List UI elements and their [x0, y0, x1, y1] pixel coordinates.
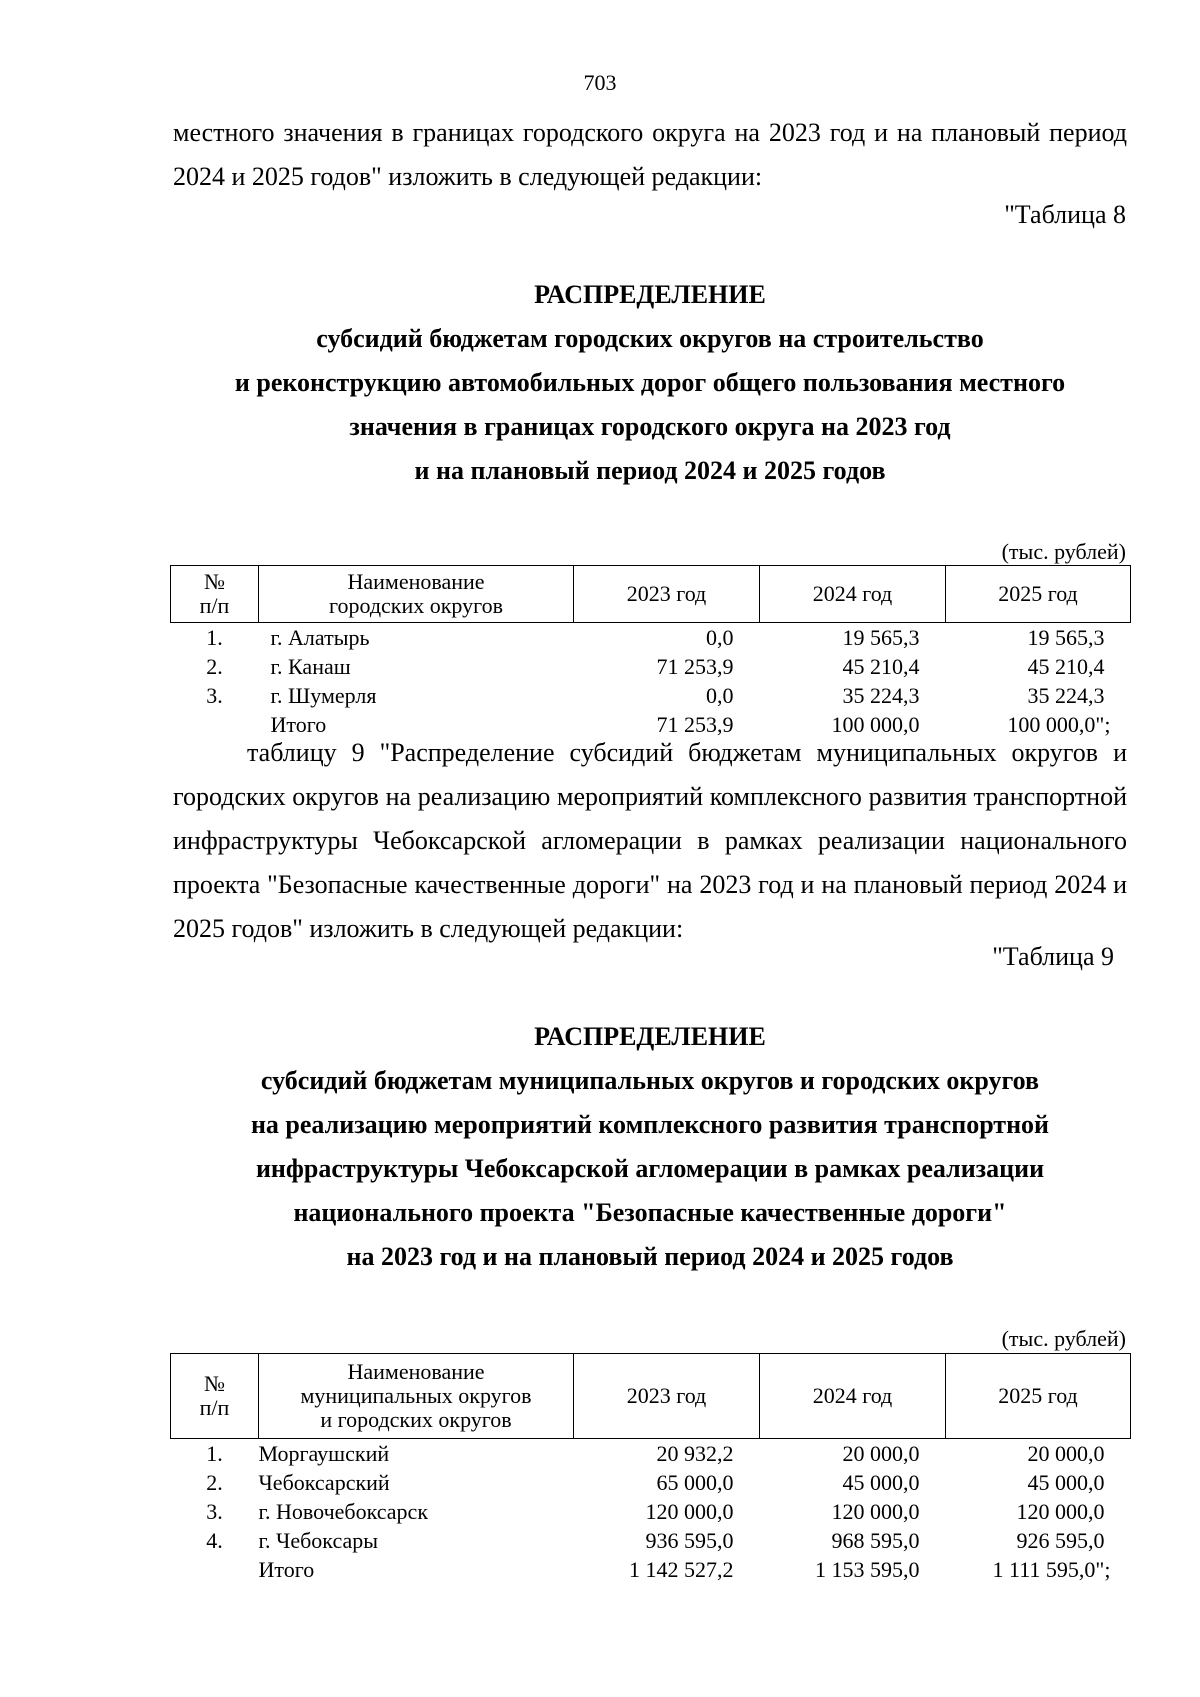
- row-2025: 120 000,0: [1016, 1499, 1105, 1524]
- row-2023: 1 142 527,2: [629, 1557, 734, 1582]
- table-row: [171, 1468, 1131, 1497]
- table-row: [171, 623, 1131, 653]
- row-2023: 0,0: [706, 625, 734, 650]
- row-name: Чебоксарский: [258, 1470, 390, 1495]
- header-text: Наименование: [347, 569, 485, 594]
- header-text: муниципальных округов: [300, 1383, 532, 1408]
- table-row: [171, 681, 1131, 710]
- table9-label: "Таблица 9: [992, 942, 1114, 971]
- header-text: городских округов: [328, 593, 504, 618]
- table8-heading-line: и реконструкцию автомобильных дорог общего пользования местного: [234, 368, 1066, 397]
- row-2023: 71 253,9: [656, 712, 734, 737]
- row-2024: 968 595,0: [831, 1528, 920, 1553]
- table-row: [171, 652, 1131, 681]
- table8-heading-line: РАСПРЕДЕЛЕНИЕ: [534, 280, 766, 309]
- table9: [170, 1353, 1131, 1584]
- table9-heading-line: на 2023 год и на плановый период 2024 и 2025 годов: [346, 1242, 954, 1271]
- row-name: г. Канаш: [270, 654, 351, 679]
- row-2024: 20 000,0: [842, 1441, 920, 1466]
- table9-header-2025: 2025 год: [946, 1354, 1131, 1439]
- table8-heading-line: и на плановый период 2024 и 2025 годов: [414, 456, 886, 485]
- middle-paragraph: таблицу 9 "Распределение субсидий бюджетам муниципальных округов и городских округов на реализацию мероприятий комплексного развития транспортной инфраструктуры Чебоксарской агломерации в рамках реализации национального проекта "Безопасные качественные дороги" на 2023 год и на плановый период 2024 и 2025 годов" изложить в следующей редакции:: [173, 738, 1127, 943]
- table8: [170, 565, 1131, 739]
- table8-heading-line: субсидий бюджетам городских округов на строительство: [316, 324, 984, 353]
- row-2024: 19 565,3: [842, 625, 920, 650]
- table8-header-2024: 2024 год: [760, 566, 946, 623]
- row-2024: 45 210,4: [842, 654, 920, 679]
- row-2025: 20 000,0: [1027, 1441, 1105, 1466]
- table8-heading-line: значения в границах городского округа на 2023 год: [349, 412, 951, 441]
- table9-heading-line: РАСПРЕДЕЛЕНИЕ: [534, 1022, 766, 1051]
- table8-heading: [150, 273, 1150, 493]
- row-2023: 71 253,9: [656, 654, 734, 679]
- row-name: г. Алатырь: [270, 625, 370, 650]
- table9-heading-line: инфраструктуры Чебоксарской агломерации в рамках реализации: [255, 1154, 1045, 1183]
- header-text: №: [204, 1371, 225, 1396]
- row-name: г. Шумерля: [270, 683, 377, 708]
- row-name: г. Новочебоксарск: [258, 1499, 429, 1524]
- row-num: 3.: [206, 1499, 223, 1524]
- table9-header-2023: 2023 год: [574, 1354, 760, 1439]
- row-2025: 926 595,0: [1016, 1528, 1105, 1553]
- row-2025: 35 224,3: [1027, 683, 1105, 708]
- row-2024: 35 224,3: [842, 683, 920, 708]
- header-text: п/п: [199, 1395, 230, 1420]
- table-row: [171, 1526, 1131, 1555]
- row-2023: 120 000,0: [645, 1499, 734, 1524]
- row-2025: 19 565,3: [1027, 625, 1105, 650]
- table9-header-name: [259, 1354, 574, 1439]
- table8-header-2025: 2025 год: [946, 566, 1131, 623]
- row-name: Итого: [270, 712, 327, 737]
- row-2025: 45 210,4: [1027, 654, 1105, 679]
- row-name: Итого: [258, 1557, 315, 1582]
- table9-header-num: [171, 1354, 259, 1439]
- row-2023: 936 595,0: [645, 1528, 734, 1553]
- header-text: №: [204, 569, 225, 594]
- row-num: 1.: [206, 1441, 223, 1466]
- header-text: и городских округов: [320, 1407, 512, 1432]
- row-2024: 1 153 595,0: [815, 1557, 920, 1582]
- table-row: [171, 1497, 1131, 1526]
- table8-unit: (тыс. рублей): [1001, 539, 1126, 564]
- header-text: Наименование: [347, 1359, 485, 1384]
- table9-heading-line: на реализацию мероприятий комплексного развития транспортной: [250, 1110, 1050, 1139]
- page-number: 703: [583, 70, 617, 95]
- table8-header-name: [259, 566, 574, 623]
- row-2025: 1 111 595,0";: [992, 1557, 1111, 1582]
- row-num: 1.: [206, 625, 223, 650]
- row-2024: 100 000,0: [831, 712, 920, 737]
- row-name: г. Чебоксары: [258, 1528, 379, 1553]
- row-2025: 45 000,0: [1027, 1470, 1105, 1495]
- row-num: 4.: [206, 1528, 223, 1553]
- row-num: 2.: [206, 654, 223, 679]
- header-text: п/п: [199, 593, 230, 618]
- intro-paragraph: местного значения в границах городского округа на 2023 год и на плановый период 2024 и 2025 годов" изложить в следующей редакции:: [173, 118, 1127, 191]
- row-num: 3.: [206, 683, 223, 708]
- row-2024: 45 000,0: [842, 1470, 920, 1495]
- table9-heading: [150, 1015, 1150, 1279]
- table8-header-2023: 2023 год: [574, 566, 760, 623]
- table8-header-row: [171, 566, 1131, 623]
- table9-heading-line: субсидий бюджетам муниципальных округов и городских округов: [260, 1066, 1040, 1095]
- row-2023: 0,0: [706, 683, 734, 708]
- table8-label: "Таблица 8: [1004, 200, 1126, 229]
- row-2024: 120 000,0: [831, 1499, 920, 1524]
- row-2023: 65 000,0: [656, 1470, 734, 1495]
- row-num: [171, 1555, 259, 1584]
- row-name: Моргаушский: [258, 1441, 390, 1466]
- table9-header-2024: 2024 год: [760, 1354, 946, 1439]
- table9-header-row: [171, 1354, 1131, 1439]
- row-num: 2.: [206, 1470, 223, 1495]
- table-row-total: [171, 1555, 1131, 1584]
- table-row: [171, 1439, 1131, 1469]
- row-2025: 100 000,0";: [1007, 712, 1111, 737]
- table9-heading-line: национального проекта "Безопасные качественные дороги": [293, 1198, 1007, 1227]
- row-2023: 20 932,2: [656, 1441, 734, 1466]
- table8-header-num: [171, 566, 259, 623]
- table9-unit: (тыс. рублей): [1001, 1326, 1126, 1351]
